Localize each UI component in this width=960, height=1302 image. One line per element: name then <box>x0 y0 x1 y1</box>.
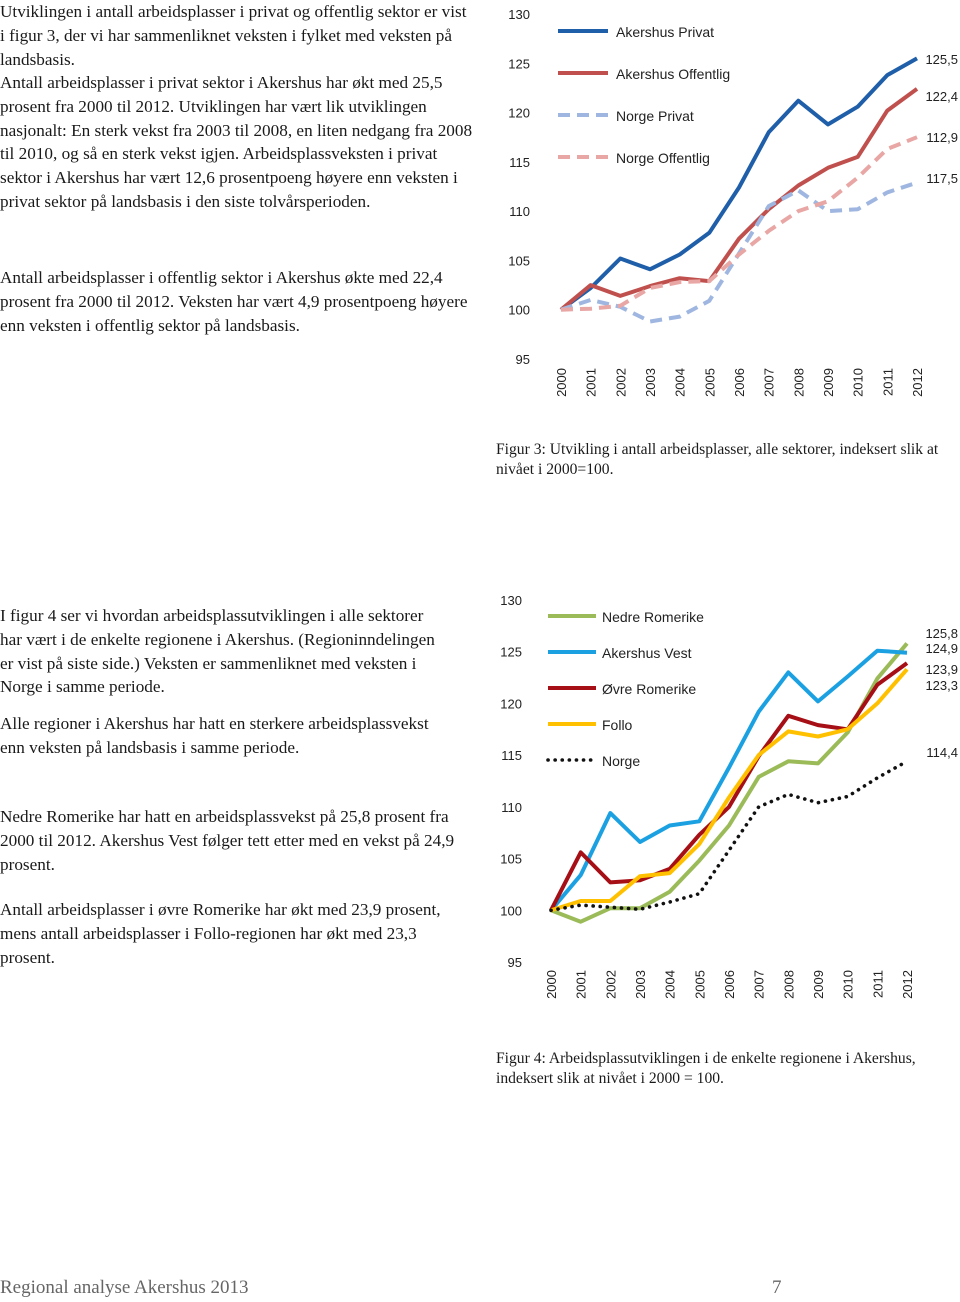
intro-paragraph: Utviklingen i antall arbeidsplasser i privat og offentlig sektor er vist i figur 3, der vi har sammenliknet veksten i fylket med veksten på landsbasis. <box>0 2 467 69</box>
series-line-øvre-romerike <box>551 663 907 910</box>
x-tick-label: 2004 <box>672 368 688 397</box>
x-tick-label: 2002 <box>603 970 619 999</box>
x-tick-label: 2010 <box>850 368 866 397</box>
legend-label-norge: Norge <box>602 753 641 769</box>
figure3-caption: Figur 3: Utvikling i antall arbeidsplasser, alle sektorer, indeksert slik at nivået i 2000=100. <box>496 441 939 478</box>
legend-label-norge-privat: Norge Privat <box>616 108 694 124</box>
series-line-norge <box>551 761 907 910</box>
x-tick-label: 2005 <box>692 970 708 999</box>
alle-regioner-paragraph: Alle regioner i Akershus har hatt en sterkere arbeidsplassvekst enn veksten på landsbasis i samme periode. <box>0 714 429 757</box>
series-line-akershus-privat <box>561 58 917 309</box>
page-number: 7 <box>772 1277 782 1298</box>
legend-label-akershus-vest: Akershus Vest <box>602 645 692 661</box>
y-tick-label: 95 <box>515 352 530 367</box>
y-tick-label: 100 <box>508 302 530 318</box>
end-value-label: 125,8 <box>925 626 958 641</box>
end-value-label: 117,5 <box>926 171 958 186</box>
x-tick-label: 2012 <box>900 970 915 999</box>
end-value-label: 124,9 <box>925 641 958 656</box>
y-tick-label: 120 <box>500 696 522 712</box>
y-tick-label: 125 <box>508 56 530 72</box>
x-tick-label: 2008 <box>781 970 797 999</box>
x-tick-label: 2003 <box>633 970 648 999</box>
x-tick-label: 2009 <box>811 970 826 999</box>
end-value-label: 122,4 <box>925 89 958 104</box>
x-tick-label: 2011 <box>880 368 896 396</box>
privat-sektor-paragraph: Antall arbeidsplasser i privat sektor i Akershus har økt med 25,5 prosent fra 2000 til 2012. Utviklingen har vært lik utviklingen nasjonalt: En sterk vekst fra 2003 til 2008, en liten nedgang fra 2008 til 2010, og så en sterk vekst igjen. Arbeidsplassveksten i privat sektor i Akershus har vært 12,6 prosentpoeng høyere enn veksten i privat sektor på landsbasis i den siste tolvårsperioden. <box>0 73 473 211</box>
end-value-label: 123,9 <box>925 662 958 677</box>
y-tick-label: 115 <box>509 154 530 170</box>
legend-label-akershus-privat: Akershus Privat <box>616 24 715 40</box>
y-tick-label: 100 <box>500 903 522 919</box>
end-value-label: 123,3 <box>925 678 958 693</box>
y-tick-label: 95 <box>507 955 522 970</box>
legend-label-øvre-romerike: Øvre Romerike <box>602 681 697 697</box>
y-tick-label: 120 <box>508 105 530 121</box>
figure3-line-chart <box>480 0 960 420</box>
x-tick-label: 2002 <box>613 368 629 397</box>
series-line-akershus-offentlig <box>561 89 917 310</box>
series-line-norge-offentlig <box>561 137 917 310</box>
x-tick-label: 2003 <box>643 368 658 397</box>
x-tick-label: 2004 <box>662 970 678 999</box>
legend-label-nedre-romerike: Nedre Romerike <box>602 609 704 625</box>
x-tick-label: 2011 <box>870 970 886 998</box>
x-tick-label: 2010 <box>840 970 856 999</box>
x-tick-label: 2007 <box>751 970 767 999</box>
x-tick-label: 2000 <box>544 970 559 999</box>
y-tick-label: 130 <box>500 593 522 608</box>
x-tick-label: 2001 <box>573 970 589 999</box>
x-tick-label: 2006 <box>732 368 747 397</box>
y-tick-label: 125 <box>500 644 522 660</box>
legend-label-norge-offentlig: Norge Offentlig <box>616 150 710 166</box>
y-tick-label: 110 <box>509 204 530 220</box>
y-tick-label: 115 <box>501 748 522 764</box>
x-tick-label: 2001 <box>583 368 599 397</box>
x-tick-label: 2006 <box>722 970 737 999</box>
end-value-label: 112,9 <box>926 130 958 145</box>
y-tick-label: 105 <box>508 253 530 269</box>
offentlig-sektor-paragraph: Antall arbeidsplasser i offentlig sektor i Akershus økte med 22,4 prosent fra 2000 til 2012. Veksten har vært 4,9 prosentpoeng høyere enn veksten i offentlig sektor på landsbasis. <box>0 268 468 335</box>
y-tick-label: 105 <box>500 851 522 867</box>
x-tick-label: 2000 <box>554 368 569 397</box>
x-tick-label: 2009 <box>821 368 836 397</box>
figure4-caption: Figur 4: Arbeidsplassutviklingen i de enkelte regionene i Akershus, indeksert slik at nivået i 2000 = 100. <box>496 1050 916 1087</box>
nedre-romerike-paragraph: Nedre Romerike har hatt en arbeidsplassvekst på 25,8 prosent fra 2000 til 2012. Akershus Vest følger tett etter med en vekst på 24,9 prosent. <box>0 807 455 874</box>
footer-title: Regional analyse Akershus 2013 <box>0 1277 249 1298</box>
x-tick-label: 2007 <box>761 368 777 397</box>
legend-label-follo: Follo <box>602 717 633 733</box>
x-tick-label: 2008 <box>791 368 807 397</box>
ovre-romerike-paragraph: Antall arbeidsplasser i øvre Romerike har økt med 23,9 prosent, mens antall arbeidsplasser i Follo-regionen har økt med 23,3 prosent. <box>0 900 441 967</box>
figur4-intro-paragraph: I figur 4 ser vi hvordan arbeidsplassutviklingen i alle sektorer har vært i de enkelte regionene i Akershus. (Regioninndelingen er vist på siste side.) Veksten er sammenliknet med veksten i Norge i samme periode. <box>0 606 435 697</box>
y-tick-label: 110 <box>501 799 522 815</box>
x-tick-label: 2005 <box>702 368 718 397</box>
figure4-line-chart <box>480 585 960 1025</box>
legend-label-akershus-offentlig: Akershus Offentlig <box>616 66 731 82</box>
x-tick-label: 2012 <box>910 368 925 397</box>
y-tick-label: 130 <box>508 7 530 22</box>
end-value-label: 125,5 <box>925 52 958 67</box>
end-value-label: 114,4 <box>926 745 958 760</box>
